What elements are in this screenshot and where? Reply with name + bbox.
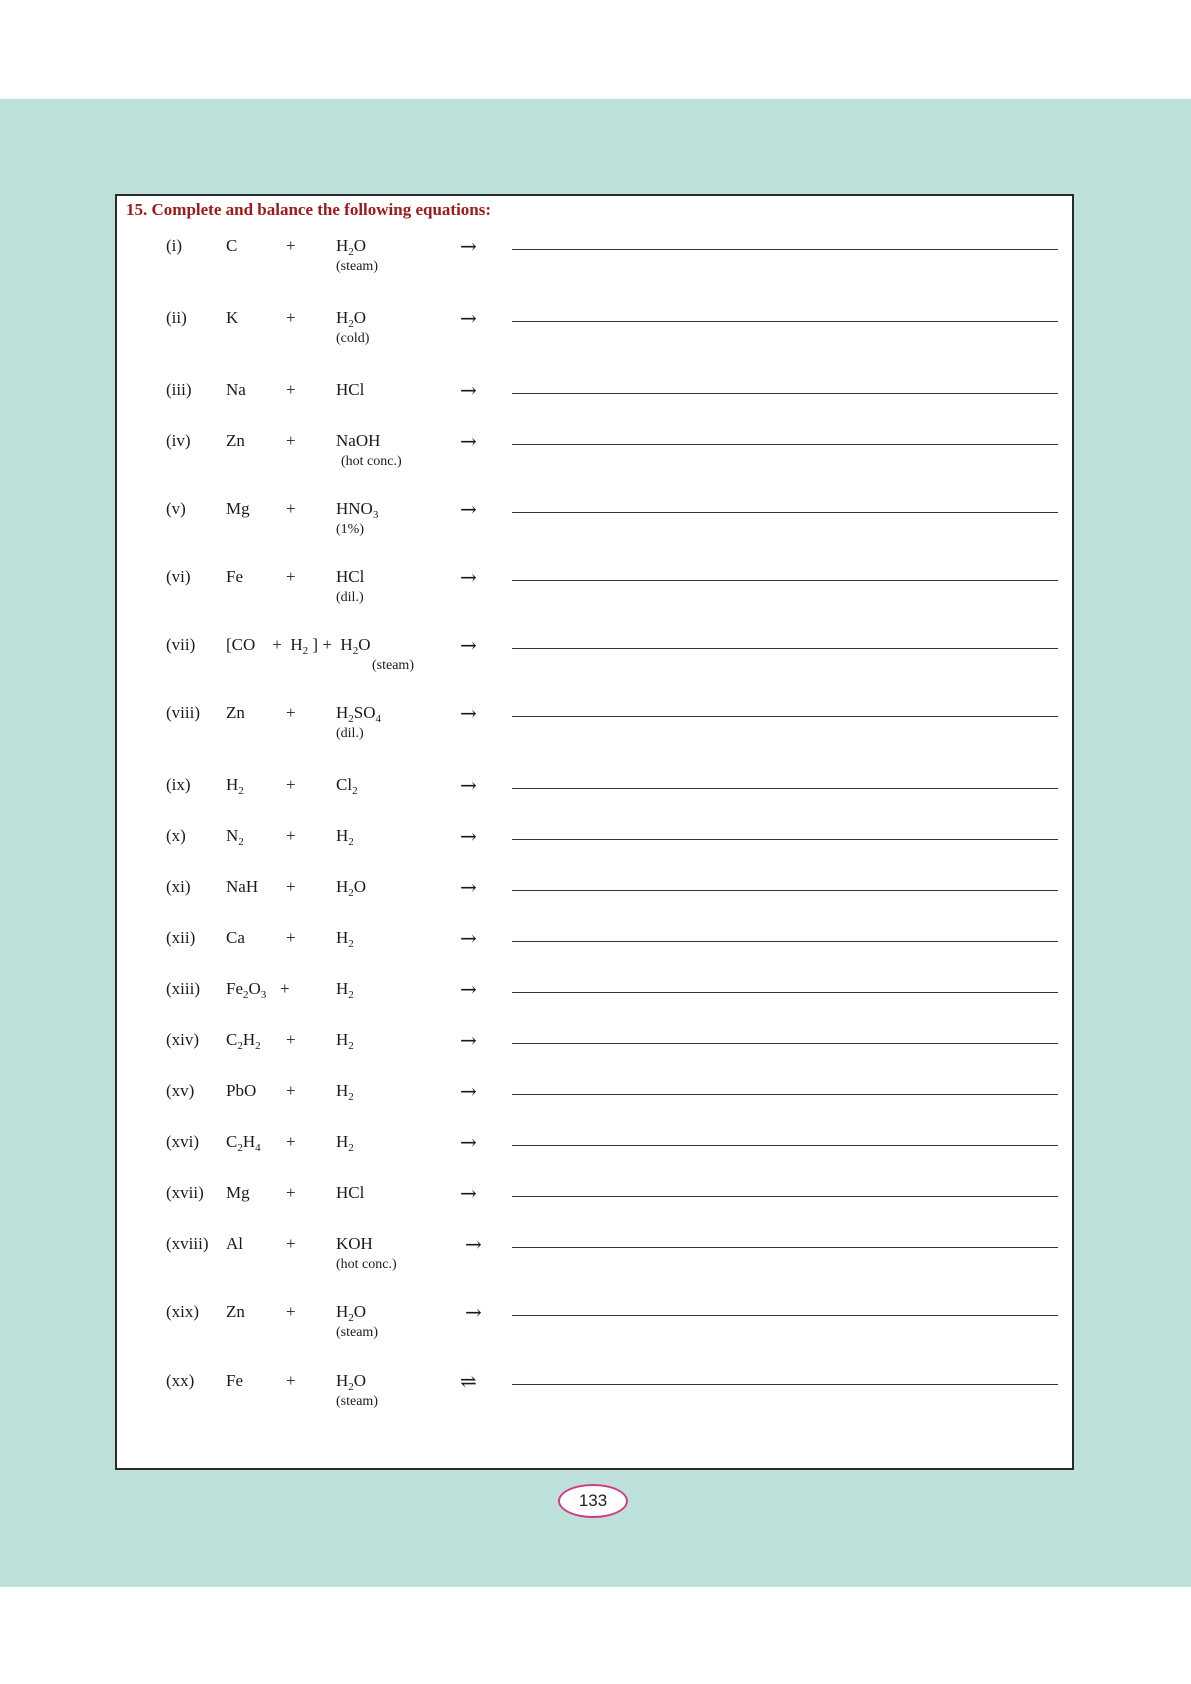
reactant-1: $N_2$ xyxy=(226,826,244,848)
equation-row xyxy=(117,979,1072,1029)
reaction-arrow-icon: → xyxy=(460,633,477,657)
answer-line[interactable] xyxy=(512,1315,1058,1316)
plus-sign: + xyxy=(286,308,296,327)
plus-sign: + xyxy=(286,499,296,518)
equation-row xyxy=(117,1132,1072,1182)
equation-number: (x) xyxy=(166,826,186,845)
plus-sign: + xyxy=(286,1081,296,1100)
equation-row xyxy=(117,1371,1072,1421)
equation-number: (xiii) xyxy=(166,979,200,998)
reactant-2: $H_2$ xyxy=(336,928,354,950)
reactant-2: $H_2O$ xyxy=(336,877,367,899)
reaction-condition: (hot conc.) xyxy=(336,1257,397,1272)
question-box xyxy=(115,194,1074,1470)
answer-line[interactable] xyxy=(512,1384,1058,1385)
reaction-arrow-icon: → xyxy=(465,1300,482,1324)
reaction-arrow-icon: → xyxy=(460,429,477,453)
answer-line[interactable] xyxy=(512,249,1058,250)
equation-number: (ix) xyxy=(166,775,191,794)
reactant-2: $HNO_3$ xyxy=(336,499,379,521)
answer-line[interactable] xyxy=(512,788,1058,789)
equation-row xyxy=(117,826,1072,876)
equation-number: (xv) xyxy=(166,1081,195,1100)
plus-sign: + xyxy=(286,826,296,845)
reactant-2: $H_2$ xyxy=(336,1081,354,1103)
equation-number: (xx) xyxy=(166,1371,195,1390)
answer-line[interactable] xyxy=(512,1094,1058,1095)
answer-line[interactable] xyxy=(512,321,1058,322)
answer-line[interactable] xyxy=(512,839,1058,840)
reaction-arrow-icon: → xyxy=(460,701,477,725)
plus-sign: + xyxy=(286,1183,296,1202)
reactant-1: Fe xyxy=(226,567,243,586)
reaction-arrow-icon: → xyxy=(460,497,477,521)
answer-line[interactable] xyxy=(512,580,1058,581)
reaction-condition: (cold) xyxy=(336,331,370,346)
equation-row xyxy=(117,1302,1072,1352)
answer-line[interactable] xyxy=(512,941,1058,942)
question-title: 15. Complete and balance the following equations: xyxy=(126,200,492,219)
reactant-2: $H_2O$ xyxy=(336,1371,367,1393)
equation-row xyxy=(117,567,1072,617)
reactant-1: Mg xyxy=(226,1183,250,1202)
reactant-1: K xyxy=(226,308,239,327)
equation-number: (xvii) xyxy=(166,1183,204,1202)
equation-number: (xi) xyxy=(166,877,191,896)
equation-row xyxy=(117,1183,1072,1233)
plus-sign: + xyxy=(286,380,296,399)
reactant-mixture: [CO + $H_2$ ] + $H_2O$ xyxy=(226,635,371,657)
reactant-1: Zn xyxy=(226,1302,245,1321)
reaction-arrow-icon: → xyxy=(460,1028,477,1052)
equation-row xyxy=(117,431,1072,481)
plus-sign: + xyxy=(286,775,296,794)
reactant-2: $H_2O$ xyxy=(336,308,367,330)
equation-row xyxy=(117,380,1072,430)
equation-row xyxy=(117,1030,1072,1080)
answer-line[interactable] xyxy=(512,992,1058,993)
reactant-2: $Cl_2$ xyxy=(336,775,358,797)
answer-line[interactable] xyxy=(512,1247,1058,1248)
equilibrium-arrow-icon: ⇌ xyxy=(460,1369,477,1393)
reaction-condition: (steam) xyxy=(336,1394,378,1409)
reactant-2: $H_2$ xyxy=(336,1132,354,1154)
equation-row xyxy=(117,1081,1072,1131)
plus-sign: + xyxy=(280,979,290,998)
equation-number: (xvi) xyxy=(166,1132,200,1151)
equation-number: (vi) xyxy=(166,567,191,586)
equation-row xyxy=(117,877,1072,927)
reactant-1: NaH xyxy=(226,877,259,896)
equation-number: (i) xyxy=(166,236,183,255)
reaction-arrow-icon: → xyxy=(460,1130,477,1154)
reactant-1: $Fe_2O_3$ xyxy=(226,979,267,1001)
reaction-condition: (dil.) xyxy=(336,590,364,605)
reactant-1: Mg xyxy=(226,499,250,518)
equation-row xyxy=(117,236,1072,286)
equation-row xyxy=(117,703,1072,753)
reaction-arrow-icon: → xyxy=(460,977,477,1001)
plus-sign: + xyxy=(286,236,296,255)
answer-line[interactable] xyxy=(512,512,1058,513)
equation-number: (xviii) xyxy=(166,1234,209,1253)
reactant-1: $C_2H_4$ xyxy=(226,1132,261,1154)
equation-row xyxy=(117,308,1072,358)
answer-line[interactable] xyxy=(512,444,1058,445)
reactant-1: Al xyxy=(226,1234,243,1253)
equation-number: (v) xyxy=(166,499,186,518)
reaction-condition: (dil.) xyxy=(336,726,364,741)
equation-number: (ii) xyxy=(166,308,187,327)
reactant-2: $H_2$ xyxy=(336,979,354,1001)
reaction-arrow-icon: → xyxy=(460,773,477,797)
reaction-arrow-icon: → xyxy=(460,824,477,848)
reactant-2: $H_2O$ xyxy=(336,236,367,258)
plus-sign: + xyxy=(286,703,296,722)
reactant-1: Zn xyxy=(226,431,245,450)
reactant-1: Ca xyxy=(226,928,245,947)
page-number: 133 xyxy=(558,1484,628,1518)
reactant-1: Zn xyxy=(226,703,245,722)
reactant-2: $H_2$ xyxy=(336,1030,354,1052)
plus-sign: + xyxy=(286,567,296,586)
equation-row xyxy=(117,635,1072,685)
reactant-2: $H_2SO_4$ xyxy=(336,703,382,725)
answer-line[interactable] xyxy=(512,1145,1058,1146)
reaction-arrow-icon: → xyxy=(460,306,477,330)
equation-number: (iv) xyxy=(166,431,191,450)
reactant-2: HCl xyxy=(336,1183,365,1202)
plus-sign: + xyxy=(286,1371,296,1390)
reaction-arrow-icon: → xyxy=(465,1232,482,1256)
reaction-arrow-icon: → xyxy=(460,1079,477,1103)
plus-sign: + xyxy=(286,1302,296,1321)
plus-sign: + xyxy=(286,1030,296,1049)
equation-number: (iii) xyxy=(166,380,192,399)
plus-sign: + xyxy=(286,1132,296,1151)
reaction-condition: (steam) xyxy=(336,259,378,274)
answer-line[interactable] xyxy=(512,716,1058,717)
equation-row xyxy=(117,775,1072,825)
answer-line[interactable] xyxy=(512,890,1058,891)
reactant-1: PbO xyxy=(226,1081,257,1100)
reactant-1: Na xyxy=(226,380,246,399)
equation-row xyxy=(117,499,1072,549)
answer-line[interactable] xyxy=(512,1043,1058,1044)
equation-number: (xiv) xyxy=(166,1030,200,1049)
reactant-2: NaOH xyxy=(336,431,381,450)
reaction-condition: (steam) xyxy=(336,1325,378,1340)
reaction-arrow-icon: → xyxy=(460,1181,477,1205)
reactant-1: $H_2$ xyxy=(226,775,244,797)
reaction-condition: (1%) xyxy=(336,522,364,537)
reactant-2: $H_2O$ xyxy=(336,1302,367,1324)
equation-row xyxy=(117,1234,1072,1284)
reaction-arrow-icon: → xyxy=(460,378,477,402)
plus-sign: + xyxy=(286,877,296,896)
reaction-arrow-icon: → xyxy=(460,926,477,950)
reactant-1: Fe xyxy=(226,1371,243,1390)
reactant-1: C xyxy=(226,236,238,255)
equation-row xyxy=(117,928,1072,978)
equation-number: (xix) xyxy=(166,1302,200,1321)
reactant-2: HCl xyxy=(336,567,365,586)
equation-number: (viii) xyxy=(166,703,200,722)
reaction-arrow-icon: → xyxy=(460,565,477,589)
plus-sign: + xyxy=(286,928,296,947)
reactant-2: HCl xyxy=(336,380,365,399)
plus-sign: + xyxy=(286,1234,296,1253)
reactant-1: $C_2H_2$ xyxy=(226,1030,261,1052)
answer-line[interactable] xyxy=(512,393,1058,394)
reaction-condition: (hot conc.) xyxy=(341,454,402,469)
reaction-condition: (steam) xyxy=(372,658,414,673)
plus-sign: + xyxy=(286,431,296,450)
equation-number: (vii) xyxy=(166,635,196,654)
reactant-2: KOH xyxy=(336,1234,373,1253)
reaction-arrow-icon: → xyxy=(460,234,477,258)
answer-line[interactable] xyxy=(512,648,1058,649)
equation-number: (xii) xyxy=(166,928,196,947)
reactant-2: $H_2$ xyxy=(336,826,354,848)
answer-line[interactable] xyxy=(512,1196,1058,1197)
reaction-arrow-icon: → xyxy=(460,875,477,899)
